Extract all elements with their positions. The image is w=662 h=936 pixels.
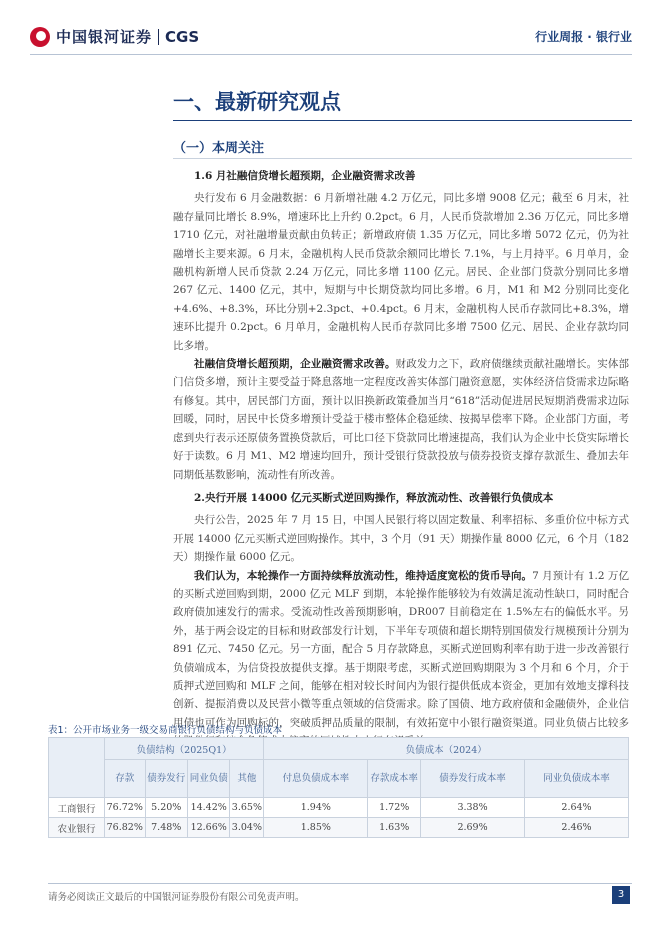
column-header: 债券发行成本率 <box>421 760 525 798</box>
item-heading: 2.央行开展 14000 亿元买断式逆回购操作，释放流动性、改善银行负债成本 <box>194 491 554 504</box>
table-cell: 12.66% <box>187 818 229 838</box>
page-header <box>0 0 662 60</box>
table-cell: 3.38% <box>421 798 525 818</box>
paragraph-lead: 我们认为，本轮操作一方面持续释放流动性，维持适度宽松的货币导向。 <box>194 569 533 582</box>
table-cell: 5.20% <box>145 798 187 818</box>
paragraph-lead: 社融信贷增长超预期，企业融资需求改善。 <box>194 358 396 371</box>
table-cell: 2.69% <box>421 818 525 838</box>
liability-table <box>48 737 629 838</box>
column-header: 同业负债 <box>187 760 229 798</box>
company-logo <box>30 26 199 47</box>
table-cell: 14.42% <box>187 798 229 818</box>
column-header: 存款成本率 <box>368 760 421 798</box>
logo-english-name: CGS <box>165 27 200 46</box>
bank-name-cell: 工商银行 <box>49 798 105 818</box>
table-cell: 2.46% <box>525 818 629 838</box>
cgs-logo-icon <box>30 27 50 47</box>
table-cell: 76.82% <box>105 818 146 838</box>
column-header: 付息负债成本率 <box>264 760 368 798</box>
table-cell: 1.94% <box>264 798 368 818</box>
table-cell: 1.63% <box>368 818 421 838</box>
paragraph <box>173 189 629 355</box>
column-header: 债券发行 <box>145 760 187 798</box>
paragraph-text: 央行发布 6 月金融数据：6 月新增社融 4.2 万亿元，同比多增 9008 亿元；截至 6 月末，社融存量同比增长 8.9%，增速环比上升约 0.2pct。6 月，人民币贷款增加 2.36 万亿元，同比多增 1710 亿元，对社融增量贡献由负转正；新增政府债 1.35 万亿元，同比多增 5072 亿元，仍为社融增长主要来源。6 月末，金融机构人民币贷款余额同比增长 7.1%，与上月持平。6 月单月，金融机构新增人民币贷款 2.24 万亿元，同比多增 1100 亿元。居民、企业部门贷款分别同比多增 267 亿元、1400 亿元，其中，短期与中长期贷款均同比多增。6 月，M1 和 M2 分别同比变化+4.6%、+8.3%，环比分别+2.3pct、+0.4pct。6 月末，金融机构人民币存款同比+8.3%，增速环比提升 0.2pct。6 月单月，金融机构人民币存款同比多增 7500 亿元、居民、企业存款均同比多增。 <box>173 192 629 352</box>
subsection-title-rule <box>173 158 632 159</box>
section-title-rule <box>173 120 632 121</box>
logo-divider <box>158 29 159 45</box>
header-divider <box>30 54 632 55</box>
item-heading: 1.6 月社融信贷增长超预期，企业融资需求改善 <box>194 170 416 182</box>
table-row <box>49 798 629 818</box>
paragraph-text: 财政发力之下，政府债继续贡献社融增长。实体部门信贷多增，预计主要受益于降息落地一定程度改善实体部门融资意愿，实体经济信贷需求边际略有修复。其中，居民部门方面，预计以旧换新政策叠加当月“618”活动促进居民短期消费需求边际回暖，同时，居民中长贷多增预计受益于楼市整体企稳延续、按揭早偿率下降。企业部门方面，考虑到央行表示还原债务置换贷款后，可比口径下贷款同比增速提高，我们认为企业中长贷实际增长好于读数。6 月 M1、M2 增速均回升，预计受银行贷款投放与债券投资支撑存款派生、叠加去年同期低基数影响，流动性有所改善。 <box>173 358 630 481</box>
footer-divider <box>48 883 632 884</box>
paragraph <box>173 511 629 566</box>
group-header-structure: 负债结构（2025Q1） <box>105 738 264 760</box>
group-header-cost: 负债成本（2024） <box>264 738 629 760</box>
section-title: 一、最新研究观点 <box>173 90 341 114</box>
paragraph-text: 央行公告，2025 年 7 月 15 日，中国人民银行将以固定数量、利率招标、多重价位中标方式开展 14000 亿元买断式逆回购操作。其中，3 个月（91 天）期操作量 8000 亿元，6 个月（182 天）期操作量 6000 亿元。 <box>173 514 629 564</box>
subsection-title: （一）本周关注 <box>173 141 265 156</box>
column-header: 存款 <box>105 760 146 798</box>
page-number: 3 <box>612 886 630 904</box>
table-cell: 3.04% <box>230 818 264 838</box>
logo-chinese-name: 中国银河证券 <box>56 28 153 46</box>
table-cell: 1.85% <box>264 818 368 838</box>
bank-name-cell: 农业银行 <box>49 818 105 838</box>
table-corner-header <box>49 738 105 798</box>
column-header: 其他 <box>230 760 264 798</box>
table-cell: 76.72% <box>105 798 146 818</box>
table-row <box>49 818 629 838</box>
table-cell: 2.64% <box>525 798 629 818</box>
table-cell: 3.65% <box>230 798 264 818</box>
report-type-label: 行业周报 · 银行业 <box>535 30 632 44</box>
column-header: 同业负债成本率 <box>525 760 629 798</box>
table-title: 表1：公开市场业务一级交易商银行负债结构与负债成本 <box>48 725 283 736</box>
footer-disclaimer: 请务必阅读正文最后的中国银河证券股份有限公司免责声明。 <box>48 892 305 903</box>
article-body <box>173 162 629 751</box>
paragraph-text: 7 月预计有 1.2 万亿的买断式逆回购到期，2000 亿元 MLF 到期，本轮操作能够较为有效满足流动性缺口，同时配合政府债加速发行的需求。受流动性改善预期影响，DR007 目前稳定在 1.5%左右的偏低水平。另外，基于两会设定的目标和财政部发行计划，下半年专项债和超长期特别国债发行规模预计分别为 891 亿元、7450 亿元。另一方面，配合 5 月存款降息，买断式逆回购利率有助于进一步改善银行负债端成本，为信贷投放提供支撑。基于期限考虑，买断式逆回购期限为 3 个月和 6 个月，介于质押式逆回购和 MLF 之间，能够在相对较长时间内为银行提供低成本资金，更加有效地支撑科技创新、提振消费以及民营小微等重点领域的信贷需求。除了国债、地方政府债和金融债外，企业信用债也可作为回购标的，突破质押品质量的限制，有效拓宽中小银行融资渠道。同业负债占比较多 <box>173 569 629 729</box>
table-cell: 7.48% <box>145 818 187 838</box>
paragraph <box>173 355 629 484</box>
table-cell: 1.72% <box>368 798 421 818</box>
